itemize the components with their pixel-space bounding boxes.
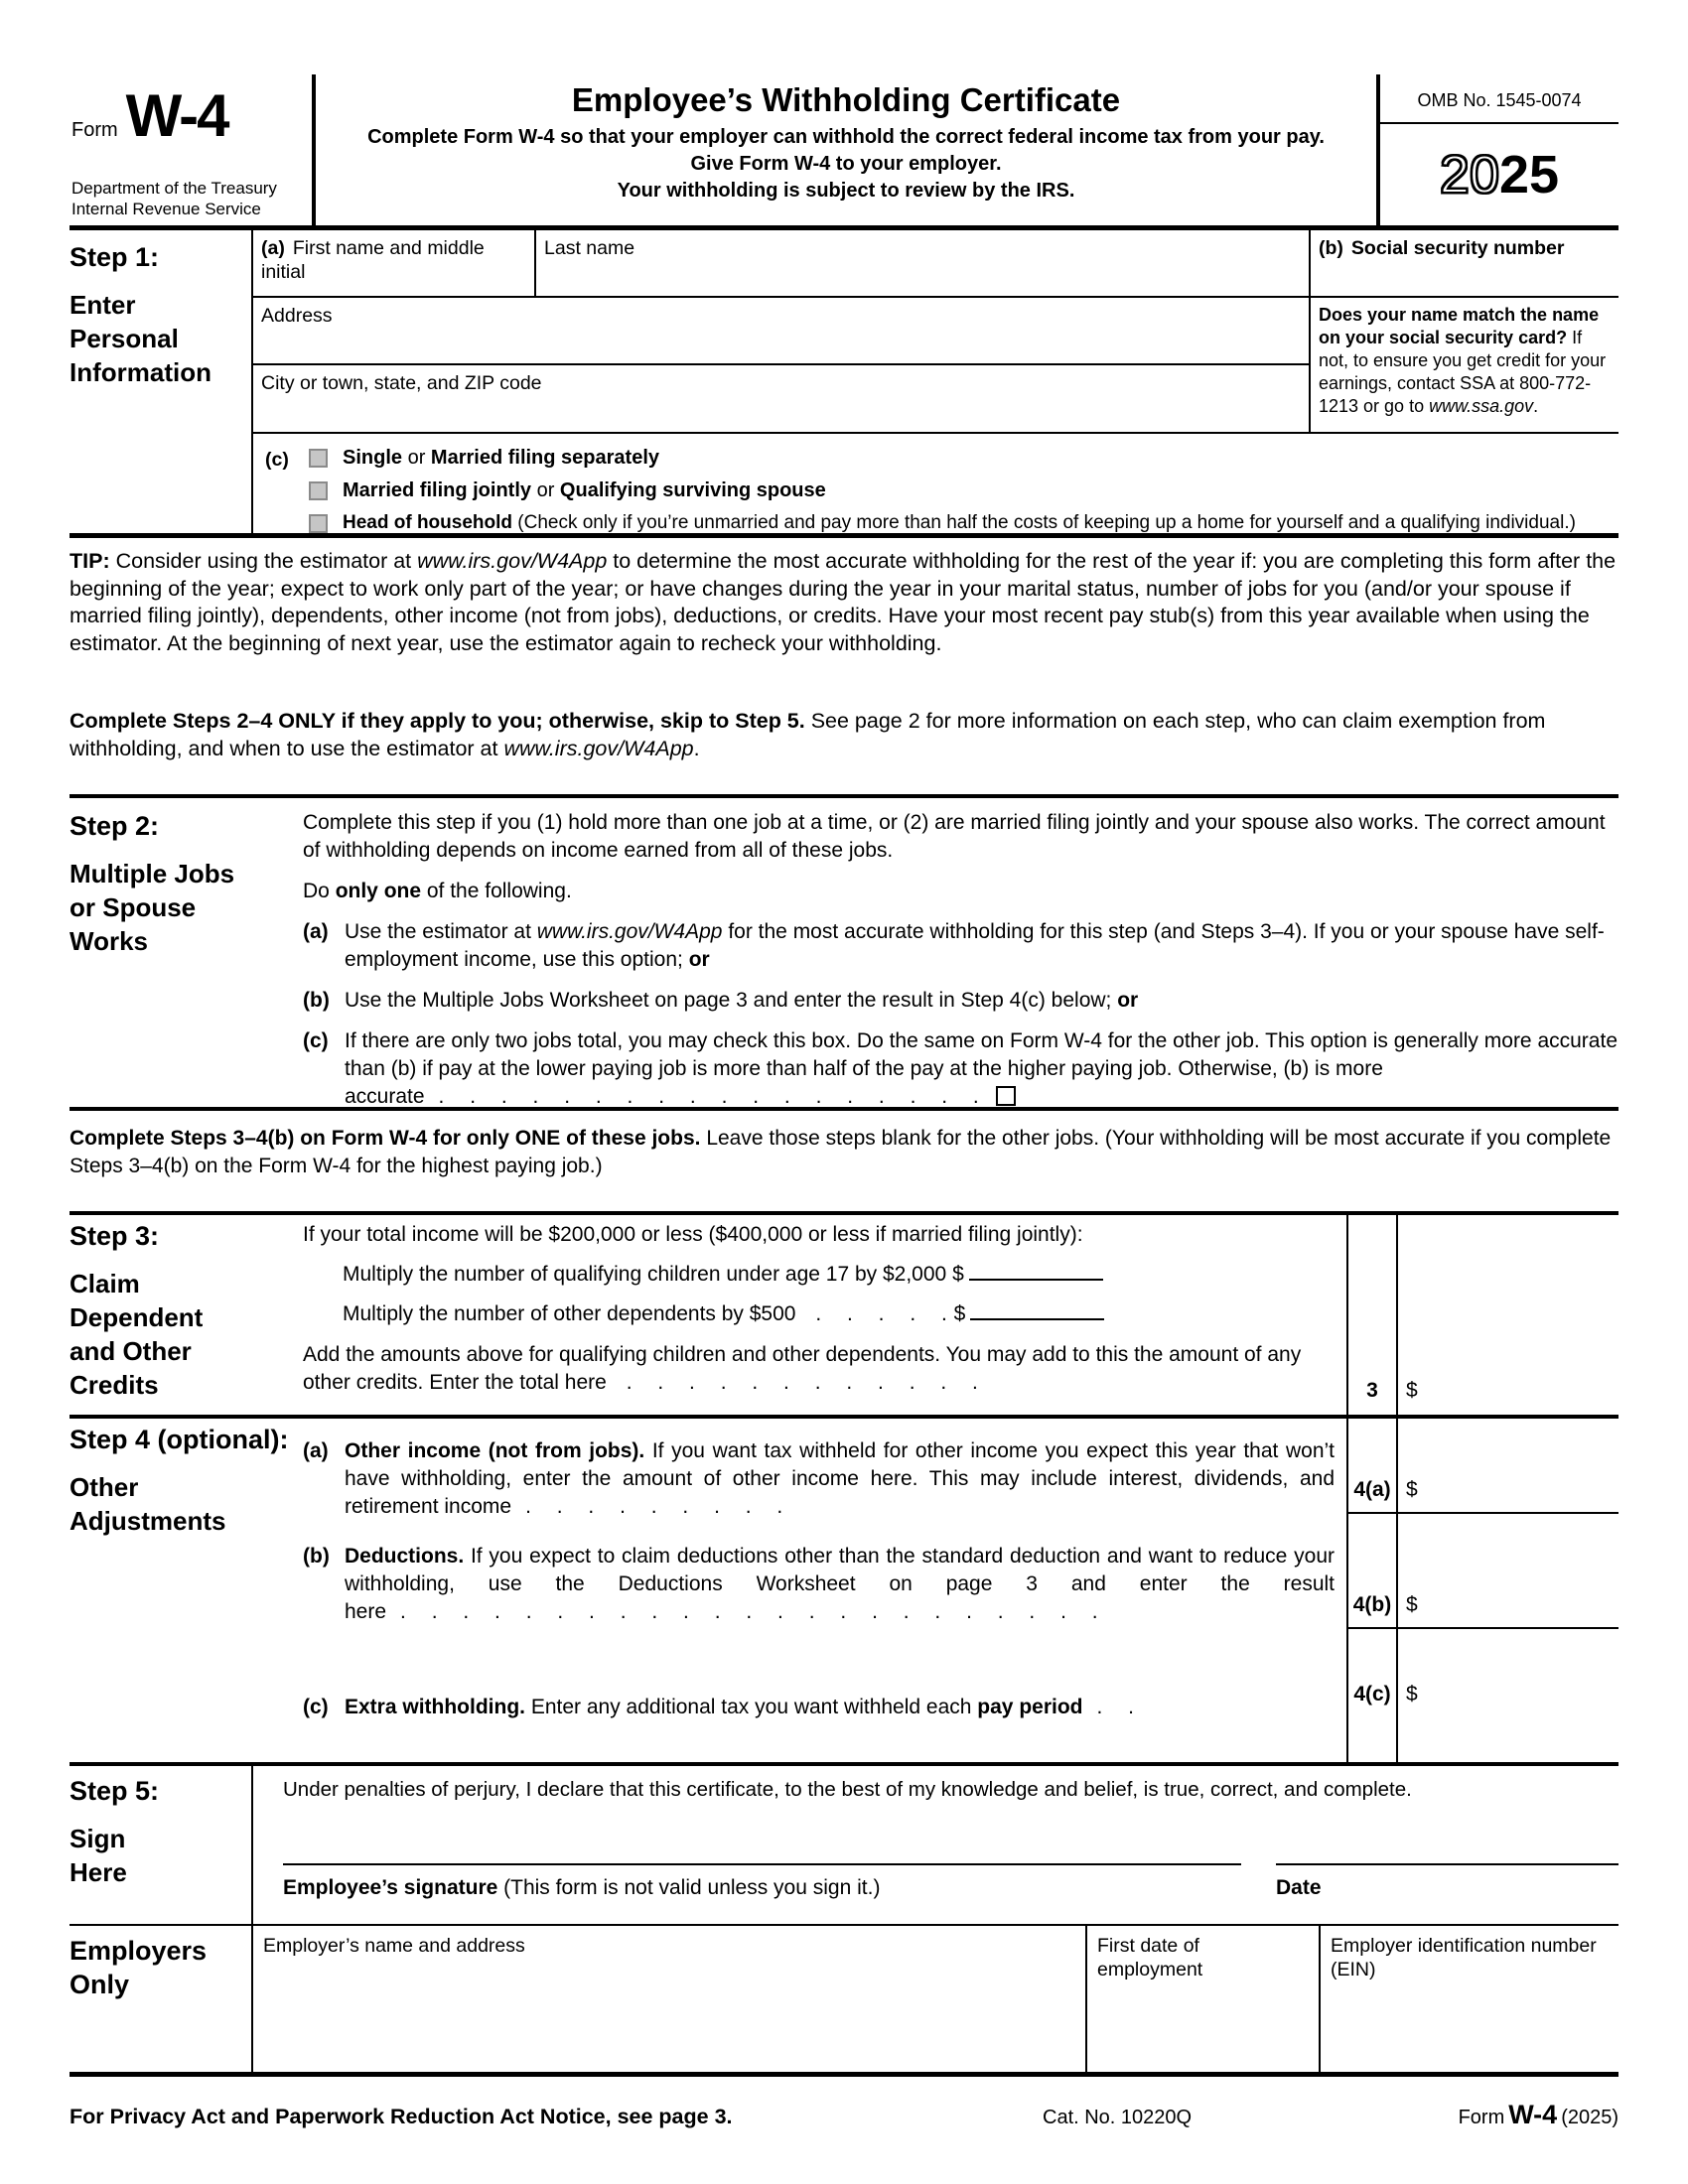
- head-of-household-checkbox[interactable]: [309, 514, 328, 533]
- step4b-text: (b) Deductions. If you expect to claim deductions other than the standard deduction and want to reduce your withholding, use the Deductions Worksheet on page 3 and enter the result here . . . . . . . . . . . . . . . . . . . . . . .: [303, 1545, 1335, 1623]
- filing-status-option-single: [309, 446, 1576, 470]
- line-3-number: 3: [1346, 1215, 1398, 1415]
- step4c-text: (c) Extra withholding. Enter any additional tax you want withheld each pay period . .: [303, 1696, 1136, 1718]
- line-4b-amount-field[interactable]: $: [1398, 1514, 1618, 1629]
- subtitle-3: Your withholding is subject to review by the IRS.: [617, 180, 1075, 202]
- step2-title: Step 2:: [70, 811, 160, 841]
- field-a-tag: (a): [261, 237, 285, 259]
- field-c-tag: (c): [265, 449, 289, 471]
- signature-labels: [283, 1874, 1618, 1902]
- step5-subtitle: Sign Here: [70, 1824, 127, 1887]
- estimator-link: www.irs.gov/W4App: [417, 549, 608, 573]
- filing-status-option-head-of-household: [309, 511, 1576, 535]
- step4-label: [70, 1419, 303, 1762]
- tax-year-suffix: 25: [1499, 145, 1560, 205]
- step5-label: [70, 1766, 253, 1924]
- form-number-block: [70, 74, 316, 225]
- ssa-note-period: .: [1533, 396, 1539, 416]
- omb-year-block: [1376, 74, 1618, 225]
- employers-only-title: Employers Only: [70, 1936, 208, 1999]
- employers-only-label: [70, 1926, 253, 2072]
- agency-line-2: Internal Revenue Service: [71, 200, 261, 218]
- step1-section: [70, 230, 1618, 538]
- qualifying-children-line: Multiply the number of qualifying children under age 17 by $2,000 $: [303, 1260, 1335, 1289]
- line-3-amount-field[interactable]: $: [1406, 1379, 1418, 1402]
- step4c-row: [303, 1629, 1618, 1762]
- two-jobs-checkbox[interactable]: [996, 1086, 1016, 1106]
- step1-label: [70, 230, 253, 533]
- employee-signature-label: Employee’s signature (This form is not valid unless you sign it.): [283, 1876, 881, 1899]
- other-dependents-amount-input[interactable]: [970, 1299, 1104, 1320]
- ssa-note-question: Does your name match the name on your social security card?: [1319, 305, 1600, 347]
- tip-paragraph: TIP: Consider using the estimator at www.irs.gov/W4App to determine the most accurate withholding for the rest of the year if: you are completing this form after the beginning of the year; expect to work only part of the year; or have changes during the year in your marital status, number of jobs for you (and/or your spouse if married filing jointly), dependents, other income (not from jobs), deductions, or credits. Have your most recent pay stub(s) from this year available when using the estimator. At the beginning of next year, use the estimator again to recheck your withholding.: [70, 549, 1617, 655]
- employers-only-section: [70, 1926, 1618, 2077]
- single-checkbox[interactable]: [309, 449, 328, 468]
- option-married-jointly-label: Married filing jointly or Qualifying surviving spouse: [343, 479, 826, 501]
- step5-title: Step 5:: [70, 1776, 160, 1806]
- step2-subtitle: Multiple Jobs or Spouse Works: [70, 859, 235, 956]
- first-name-field[interactable]: [253, 230, 536, 298]
- agency-line-1: Department of the Treasury: [71, 179, 277, 198]
- step4b-row: [303, 1514, 1618, 1629]
- filing-status-option-married-jointly: [309, 478, 1576, 502]
- address-label: Address: [261, 305, 333, 327]
- dotted-leader: . . . . .: [815, 1302, 948, 1325]
- catalog-number: Cat. No. 10220Q: [1043, 2107, 1193, 2128]
- last-name-label: Last name: [544, 237, 635, 259]
- step2-content: [303, 805, 1618, 1107]
- option-single-label: Single or Married filing separately: [343, 447, 659, 469]
- privacy-act-notice: For Privacy Act and Paperwork Reduction Act Notice, see page 3.: [70, 2105, 733, 2128]
- omb-number: OMB No. 1545-0074: [1380, 74, 1618, 124]
- step3-section: [70, 1215, 1618, 1415]
- city-state-zip-label: City or town, state, and ZIP code: [261, 372, 542, 394]
- ssa-gov-link: www.ssa.gov: [1429, 396, 1534, 416]
- total-credits-line: Add the amounts above for qualifying children and other dependents. You may add to this the amount of any other credits. Enter the total here . . . . . . . . . . . .: [303, 1343, 1302, 1394]
- date-input[interactable]: [1276, 1861, 1618, 1865]
- step2-label: [70, 805, 303, 1107]
- last-name-field[interactable]: [536, 230, 1311, 298]
- date-label: Date: [1276, 1876, 1322, 1899]
- form-number: W-4: [125, 82, 228, 149]
- line-4c-number: 4(c): [1346, 1629, 1398, 1762]
- step4-subtitle: Other Adjustments: [70, 1472, 226, 1536]
- filing-status-row: [253, 434, 1618, 533]
- ein-field[interactable]: [1321, 1926, 1618, 2072]
- step5-content: [253, 1766, 1618, 1924]
- step2-option-b: (b) Use the Multiple Jobs Worksheet on page 3 and enter the result in Step 4(c) below; or: [303, 989, 1139, 1012]
- tax-year: [1380, 124, 1618, 225]
- form-header: [70, 74, 1618, 230]
- dotted-leader: . . . . . . . . . . . . . . . . . . . . . . .: [400, 1600, 1099, 1623]
- step2-option-a: (a) Use the estimator at www.irs.gov/W4App for the most accurate withholding for this step (and Steps 3–4). If you or your spouse have self-employment income, use this option; or: [303, 920, 1605, 971]
- ssa-name-match-note: [1311, 298, 1618, 434]
- other-dependents-line: Multiply the number of other dependents by $500 . . . . . $: [303, 1299, 1335, 1328]
- step4-rows: [303, 1419, 1618, 1762]
- field-b-tag: (b): [1319, 237, 1343, 259]
- form-title-block: [316, 74, 1376, 225]
- dotted-leader: . . . . . . . . . . . . . . . . . .: [438, 1085, 980, 1108]
- first-date-of-employment-label: First date of employment: [1097, 1935, 1203, 1980]
- estimator-link: www.irs.gov/W4App: [503, 737, 694, 760]
- filing-status-options: [309, 446, 1576, 533]
- page-title: Employee’s Withholding Certificate: [571, 81, 1121, 118]
- address-field[interactable]: [253, 298, 1311, 365]
- dotted-leader: . . . . . . . . . . . .: [626, 1371, 979, 1394]
- steps-2-4-note: Complete Steps 2–4 ONLY if they apply to you; otherwise, skip to Step 5. See page 2 for more information on each step, who can claim exemption from withholding, and when to use the estimator at www.irs.gov/W4App.: [70, 709, 1546, 760]
- signature-row: [283, 1861, 1618, 1865]
- step1-title: Step 1:: [70, 242, 160, 272]
- agency-lines: [71, 178, 277, 219]
- page-footer: [70, 2101, 1618, 2131]
- city-state-zip-field[interactable]: [253, 365, 1311, 434]
- option-head-of-household-label: Head of household (Check only if you’re unmarried and pay more than half the costs of keeping up a home for yourself and a qualifying individual.): [343, 512, 1576, 533]
- step4-section: [70, 1419, 1618, 1762]
- step3-content: [303, 1215, 1346, 1415]
- form-footer-id: Form W-4 (2025): [1458, 2100, 1618, 2129]
- step3-subtitle: Claim Dependent and Other Credits: [70, 1269, 204, 1400]
- subtitle-2: Give Form W-4 to your employer.: [690, 153, 1002, 175]
- step3-intro: If your total income will be $200,000 or less ($400,000 or less if married filing jointly):: [303, 1223, 1083, 1246]
- step5-section: [70, 1766, 1618, 1926]
- line-4b-number: 4(b): [1346, 1514, 1398, 1629]
- steps-3-4b-note: Complete Steps 3–4(b) on Form W-4 for only ONE of these jobs. Leave those steps blank for the other jobs. (Your withholding will be most accurate if you complete Steps 3–4(b) on the Form W-4 for the highest paying job.): [70, 1127, 1612, 1177]
- employee-signature-input[interactable]: [283, 1861, 1241, 1865]
- step2-option-c: (c) If there are only two jobs total, you may check this box. Do the same on Form W-4 for the other job. This option is generally more accurate than (b) if pay at the lower paying job is more than half of the pay at the higher paying job. Otherwise, (b) is more accurate . . . . . . . . . . . . . . . . . .: [303, 1029, 1618, 1108]
- step4a-text: (a) Other income (not from jobs). If you want tax withheld for other income you expect this year that won’t have withholding, enter the amount of other income here. This may include interest, dividends, and retirement income . . . . . . . . .: [303, 1439, 1336, 1518]
- ein-label: Employer identification number (EIN): [1331, 1935, 1597, 1980]
- step2-do-only-one: Do only one of the following.: [303, 880, 572, 902]
- ssn-label: Social security number: [1350, 237, 1565, 259]
- dotted-leader: . . . . . . . . .: [525, 1495, 784, 1518]
- first-name-label: First name and middle initial: [261, 237, 485, 283]
- employer-name-address-label: Employer’s name and address: [263, 1935, 525, 1957]
- step4-title: Step 4 (optional):: [70, 1425, 289, 1454]
- step2-intro: Complete this step if you (1) hold more than one job at a time, or (2) are married filing jointly and your spouse also works. The correct amount of withholding depends on income earned from all of these jobs.: [303, 811, 1606, 862]
- step4a-row: [303, 1419, 1618, 1518]
- line-4c-amount-field[interactable]: $: [1406, 1683, 1418, 1706]
- line-4a-number: 4(a): [1346, 1419, 1398, 1514]
- qualifying-children-amount-input[interactable]: [969, 1260, 1103, 1281]
- ssa-note-text: If not, to ensure you get credit for your earnings, contact SSA at 800-772-1213 or go to: [1319, 328, 1607, 416]
- ssn-field[interactable]: [1311, 230, 1618, 298]
- dotted-leader: . .: [1096, 1696, 1136, 1718]
- perjury-declaration: Under penalties of perjury, I declare that this certificate, to the best of my knowledge and belief, is true, correct, and complete.: [283, 1778, 1412, 1801]
- estimator-link: www.irs.gov/W4App: [536, 920, 723, 943]
- line-4a-amount-field[interactable]: $: [1398, 1419, 1618, 1514]
- employer-name-address-field[interactable]: [253, 1926, 1087, 2072]
- married-jointly-checkbox[interactable]: [309, 481, 328, 500]
- tax-year-prefix: 20: [1439, 145, 1499, 205]
- step3-title: Step 3:: [70, 1221, 160, 1251]
- step3-label: [70, 1215, 303, 1415]
- step1-subtitle: Enter Personal Information: [70, 290, 211, 387]
- subtitle-1: Complete Form W-4 so that your employer can withhold the correct federal income tax from your pay.: [367, 126, 1325, 148]
- form-word: Form: [71, 119, 118, 141]
- step2-section: [70, 798, 1618, 1107]
- first-date-of-employment-field[interactable]: [1087, 1926, 1321, 2072]
